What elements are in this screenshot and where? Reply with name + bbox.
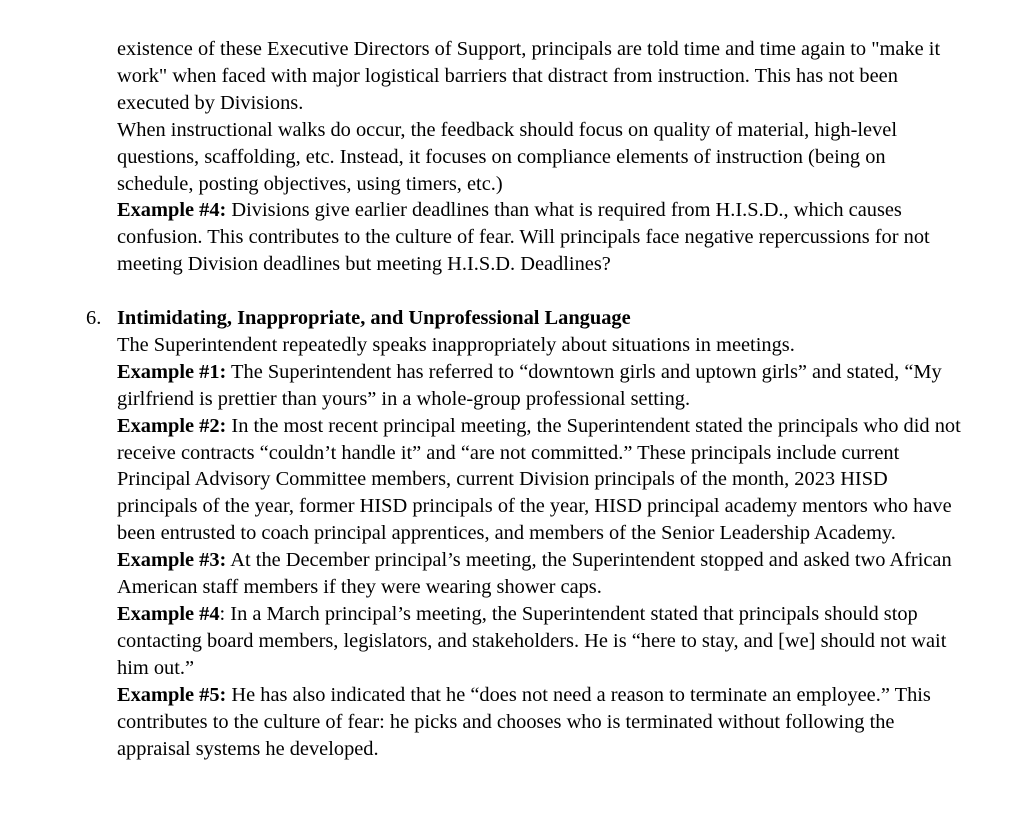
section-6 [86,305,967,762]
paragraph-executive-directors: existence of these Executive Directors of Support, principals are told time and time again to "make it work" when faced with major logistical barriers that distract from instruction. This has not been executed by Divisions. [117,38,941,114]
example-text: The Superintendent has referred to “downtown girls and uptown girls” and stated, “My girlfriend is prettier than yours” in a whole-group professional setting. [117,360,942,410]
example-text: He has also indicated that he “does not need a reason to terminate an employee.” This contributes to the culture of fear: he picks and chooses who is terminated without following the appraisal systems he developed. [117,683,931,760]
paragraph-spacer [0,278,1014,305]
example-label: Example #4: [117,199,227,222]
list-number: 6. [86,307,102,330]
example-3-paragraph [117,547,967,601]
example-1-paragraph [117,359,967,413]
paragraph-instructional-walks: When instructional walks do occur, the feedback should focus on quality of material, high-level questions, scaffolding, etc. Instead, it focuses on compliance elements of instruction (being on schedule, posting objectives, using timers, etc.) [117,118,898,195]
example-2-paragraph [117,413,967,548]
example-text: In the most recent principal meeting, the Superintendent stated the principals who did not receive contracts “couldn’t handle it” and “are not committed.” These principals include current Principal Advisory Committee members, current Division principals of the month, 2023 HISD principals of the year, former HISD principals of the year, HISD principal academy mentors who have been entrusted to coach principal apprentices, and members of the Senior Leadership Academy. [117,414,961,545]
section-heading: Intimidating, Inappropriate, and Unprofessional Language [117,307,631,330]
example-label: Example #3: [117,549,227,572]
example-text: : In a March principal’s meeting, the Superintendent stated that principals should stop contacting board members, legislators, and stakeholders. He is “here to stay, and [we] should not wait him out.” [117,603,947,679]
document-page [0,36,1014,762]
example-5-paragraph [117,682,967,763]
example-text: Divisions give earlier deadlines than what is required from H.I.S.D., which causes confusion. This contributes to the culture of fear. Will principals face negative repercussions for not meeting Division deadlines but meeting H.I.S.D. Deadlines? [117,199,930,276]
example-4-paragraph [117,197,967,278]
section-intro: The Superintendent repeatedly speaks inappropriately about situations in meetings. [117,333,795,356]
section-5-continuation [117,36,967,278]
example-label: Example #4 [117,603,220,626]
example-text: At the December principal’s meeting, the Superintendent stopped and asked two African American staff members if they were wearing shower caps. [117,549,952,599]
example-label: Example #1: [117,360,227,383]
example-4-paragraph [117,601,967,682]
example-label: Example #2: [117,414,227,437]
example-label: Example #5: [117,683,227,706]
